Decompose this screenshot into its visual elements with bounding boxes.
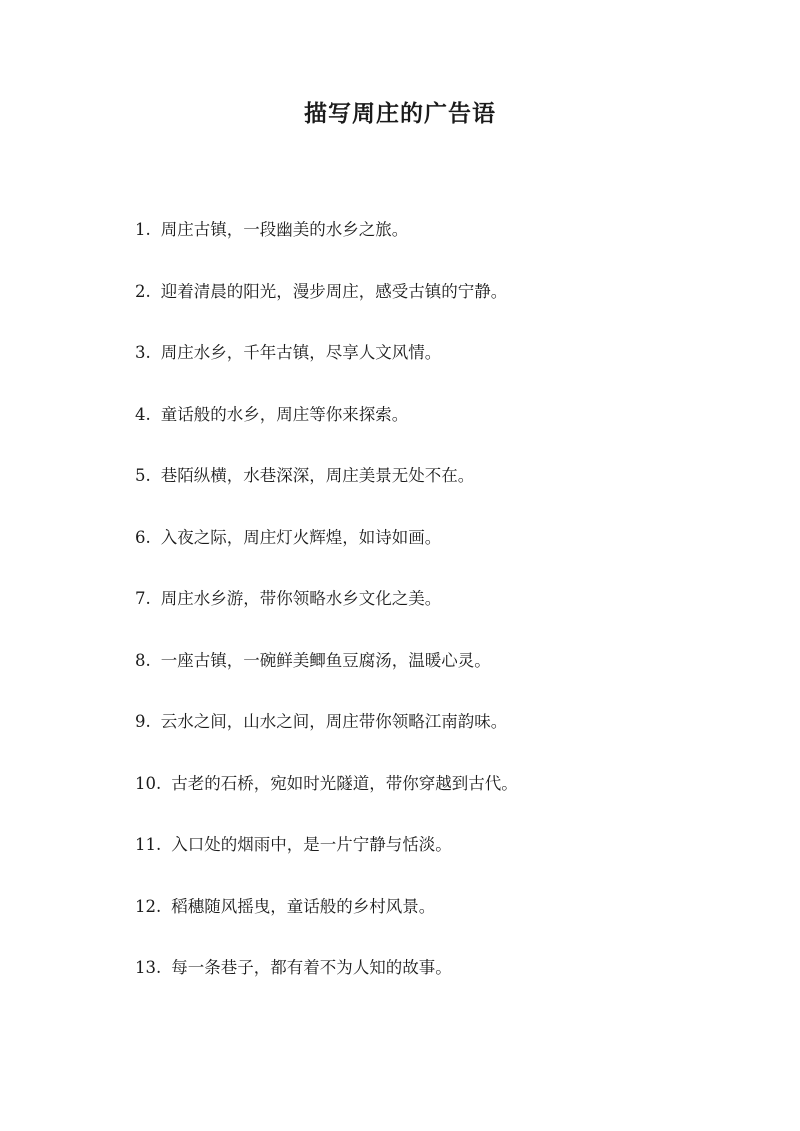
list-item [135, 956, 518, 1018]
item-number: 8. [135, 650, 151, 670]
item-text: 稻穗随风摇曳，童话般的乡村风景。 [171, 896, 436, 916]
list-item [135, 772, 518, 834]
list-item [135, 587, 518, 649]
item-number: 9. [135, 712, 151, 731]
item-text: 迎着清晨的阳光，漫步周庄，感受古镇的宁静。 [160, 281, 508, 301]
list-item [135, 833, 518, 895]
item-text: 一座古镇，一碗鲜美鲫鱼豆腐汤，温暖心灵。 [160, 650, 491, 670]
item-number: 7. [135, 589, 151, 608]
item-text: 周庄水乡游，带你领略水乡文化之美。 [160, 589, 442, 608]
item-text: 入夜之际，周庄灯火辉煌，如诗如画。 [160, 527, 442, 547]
list-item [135, 280, 518, 342]
list-item [135, 218, 518, 280]
slogan-list [135, 218, 518, 1018]
list-item [135, 464, 518, 526]
item-number: 4. [135, 404, 151, 424]
item-number: 1. [135, 220, 151, 239]
list-item [135, 895, 518, 957]
list-item [135, 710, 518, 772]
item-text: 周庄古镇，一段幽美的水乡之旅。 [160, 220, 409, 239]
item-number: 10. [135, 773, 162, 793]
item-number: 11. [135, 835, 162, 854]
item-number: 6. [135, 527, 151, 547]
list-item [135, 526, 518, 588]
item-text: 周庄水乡，千年古镇，尽享人文风情。 [160, 343, 442, 362]
list-item [135, 649, 518, 711]
item-text: 入口处的烟雨中，是一片宁静与恬淡。 [171, 835, 452, 854]
item-text: 巷陌纵横，水巷深深，周庄美景无处不在。 [160, 466, 475, 485]
item-text: 童话般的水乡，周庄等你来探索。 [160, 404, 409, 424]
page-title: 描写周庄的广告语 [304, 100, 496, 127]
item-text: 云水之间，山水之间，周庄带你领略江南韵味。 [160, 712, 508, 731]
item-number: 12. [135, 896, 162, 916]
item-number: 5. [135, 466, 151, 485]
item-number: 13. [135, 958, 162, 977]
list-item [135, 341, 518, 403]
list-item [135, 403, 518, 465]
item-text: 古老的石桥，宛如时光隧道，带你穿越到古代。 [171, 773, 518, 793]
item-text: 每一条巷子，都有着不为人知的故事。 [171, 958, 452, 977]
item-number: 3. [135, 343, 151, 362]
item-number: 2. [135, 281, 151, 301]
